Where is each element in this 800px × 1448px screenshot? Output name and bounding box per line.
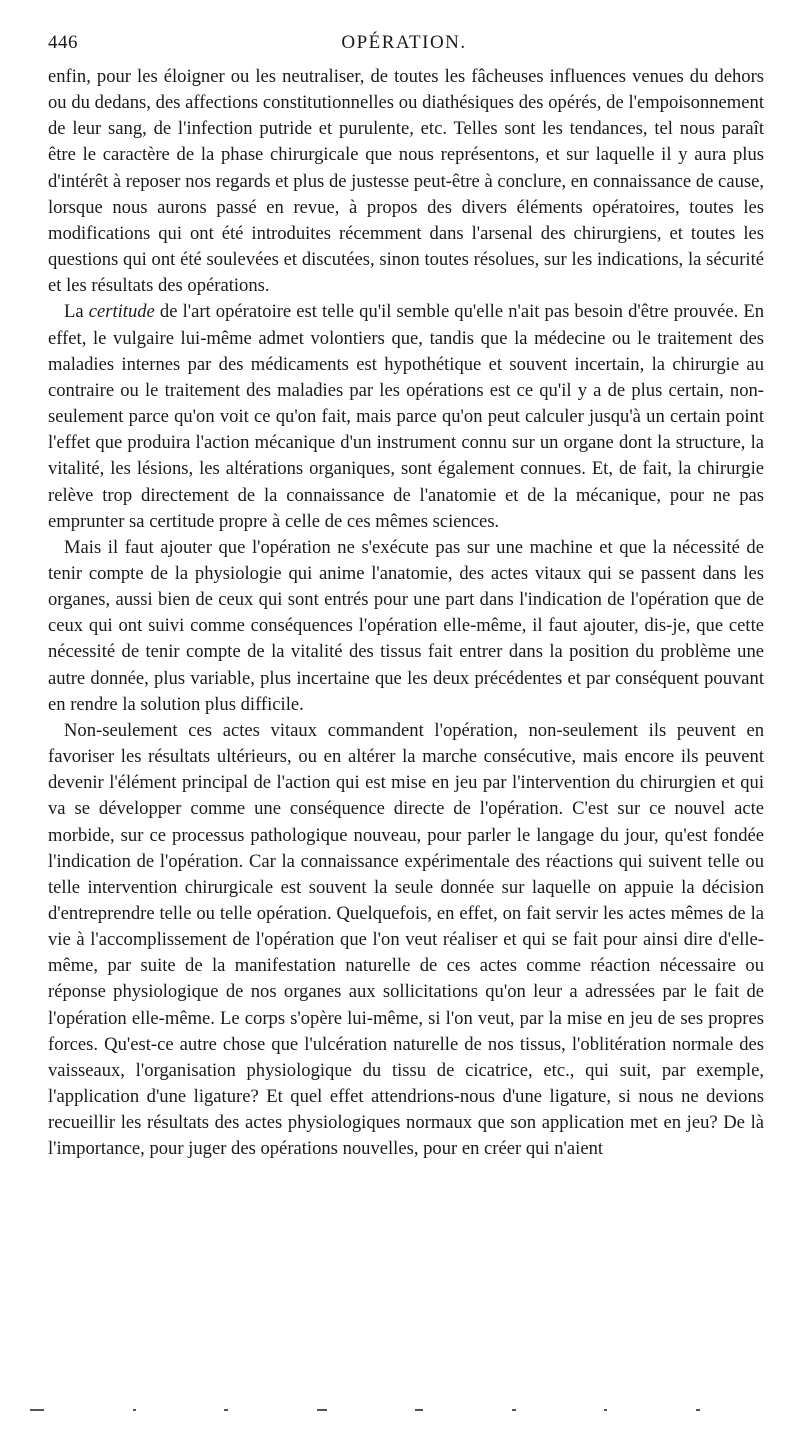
paragraph-3: Mais il faut ajouter que l'opération ne s'exécute pas sur une machine et que la nécessité de tenir compte de la physiologie qui anime l'anatomie, des actes vitaux qui se passent dans les organes, aussi bien de ceux qui sont entrés pour une part dans l'indication de l'opération que de ceux qui ont suivi comme conséquences l'opération elle-même, il faut ajouter, dis-je, que cette nécessité de tenir compte de la vitalité des tissus fait entrer dans la position du problème une autre donnée, plus variable, plus incertaine que les deux précédentes et par conséquent pouvant en rendre la solution plus difficile. [48, 536, 764, 715]
paragraph-2-text: de l'art opératoire est telle qu'il semble qu'elle n'ait pas besoin d'être prouvée. En effet, le vulgaire lui-même admet volontiers que, tandis que la médecine ou le traitement des maladies internes par des médicaments est hypothétique et souvent incertain, la chirurgie au contraire ou le traitement des maladies par les opérations est ce qu'il y a de plus certain, non-seulement parce qu'on voit ce qu'on fait, mais parce qu'on peut calculer jusqu'à un certain point l'effet que produira l'action mécanique d'un instrument connu sur un organe dont la structure, la vitalité, les lésions, les altérations organiques, sont également connues. Et, de fait, la chirurgie relève trop directement de la connaissance de l'anatomie et de la mécanique, pour ne pas emprunter sa certitude propre à celle de ces mêmes sciences. [48, 301, 764, 532]
print-mark [512, 1409, 516, 1411]
print-mark [133, 1409, 136, 1411]
print-mark [696, 1409, 700, 1411]
paragraph-1: enfin, pour les éloigner ou les neutraliser, de toutes les fâcheuses influences venues du dehors ou du dedans, des affections constitutionnelles ou diathésiques des opérés, de l'empoisonnement de leur sang, de l'infection putride et purulente, etc. Telles sont les tendances, tel nous paraît être le caractère de la phase chirurgicale que nous représentons, et sur laquelle il y aura plus d'intérêt à reposer nos regards et plus de justesse peut-être à conclure, en connaissance de cause, lorsque nous aurons passé en revue, à propos des divers éléments opératoires, toutes les modifications qui ont été introduites récemment dans l'arsenal des chirurgiens, et toutes les questions qui ont été soulevées et discutées, sinon toutes résolues, sur les indications, la sécurité et les résultats des opérations. [48, 66, 764, 297]
paragraph-2-lead: La [64, 301, 89, 323]
print-mark [415, 1409, 423, 1411]
print-mark [30, 1409, 44, 1411]
page-header [48, 32, 760, 60]
print-mark [224, 1409, 228, 1411]
running-title: OPÉRATION. [341, 32, 467, 53]
page-number: 446 [48, 32, 78, 53]
paragraph-2 [48, 299, 764, 534]
print-mark [604, 1409, 607, 1411]
emphasized-word: certitude [88, 301, 155, 323]
body-text [48, 64, 764, 1163]
print-mark [317, 1409, 327, 1411]
footer-print-marks [30, 1404, 700, 1416]
paragraph-4: Non-seulement ces actes vitaux commandent l'opération, non-seulement ils peuvent en favoriser les résultats ultérieurs, ou en altérer la marche consécutive, mais encore ils peuvent devenir l'élément principal de l'action qui est mise en jeu par l'intervention du chirurgien et qui va se développer comme une conséquence directe de l'opération. C'est sur ce nouvel acte morbide, sur ce processus pathologique nouveau, pour parler le langage du jour, qu'est fondée l'indication de l'opération. Car la connaissance expérimentale des réactions qui suivent telle ou telle intervention chirurgicale est souvent la seule donnée sur laquelle on appuie la décision d'entreprendre telle ou telle opération. Quelquefois, en effet, on fait servir les actes mêmes de la vie à l'accomplissement de l'opération que l'on veut réaliser et qui se fait pour ainsi dire d'elle-même, par suite de la manifestation naturelle de ces actes comme réaction nécessaire ou réponse physiologique de nos organes aux sollicitations qu'on leur a adressées par le fait de l'opération elle-même. Le corps s'opère lui-même, si l'on veut, par la mise en jeu de ses propres forces. Qu'est-ce autre chose que l'ulcération naturelle de nos tissus, l'oblitération normale des vaisseaux, l'organisation physiologique du tissu de cicatrice, etc., qui suit, par exemple, l'application d'une ligature? Et quel effet attendrions-nous d'une ligature, si nous ne devions recueillir les résultats des actes physiologiques normaux que son application met en jeu? De là l'importance, pour juger des opérations nouvelles, pour en créer qui n'aient [48, 719, 764, 1160]
